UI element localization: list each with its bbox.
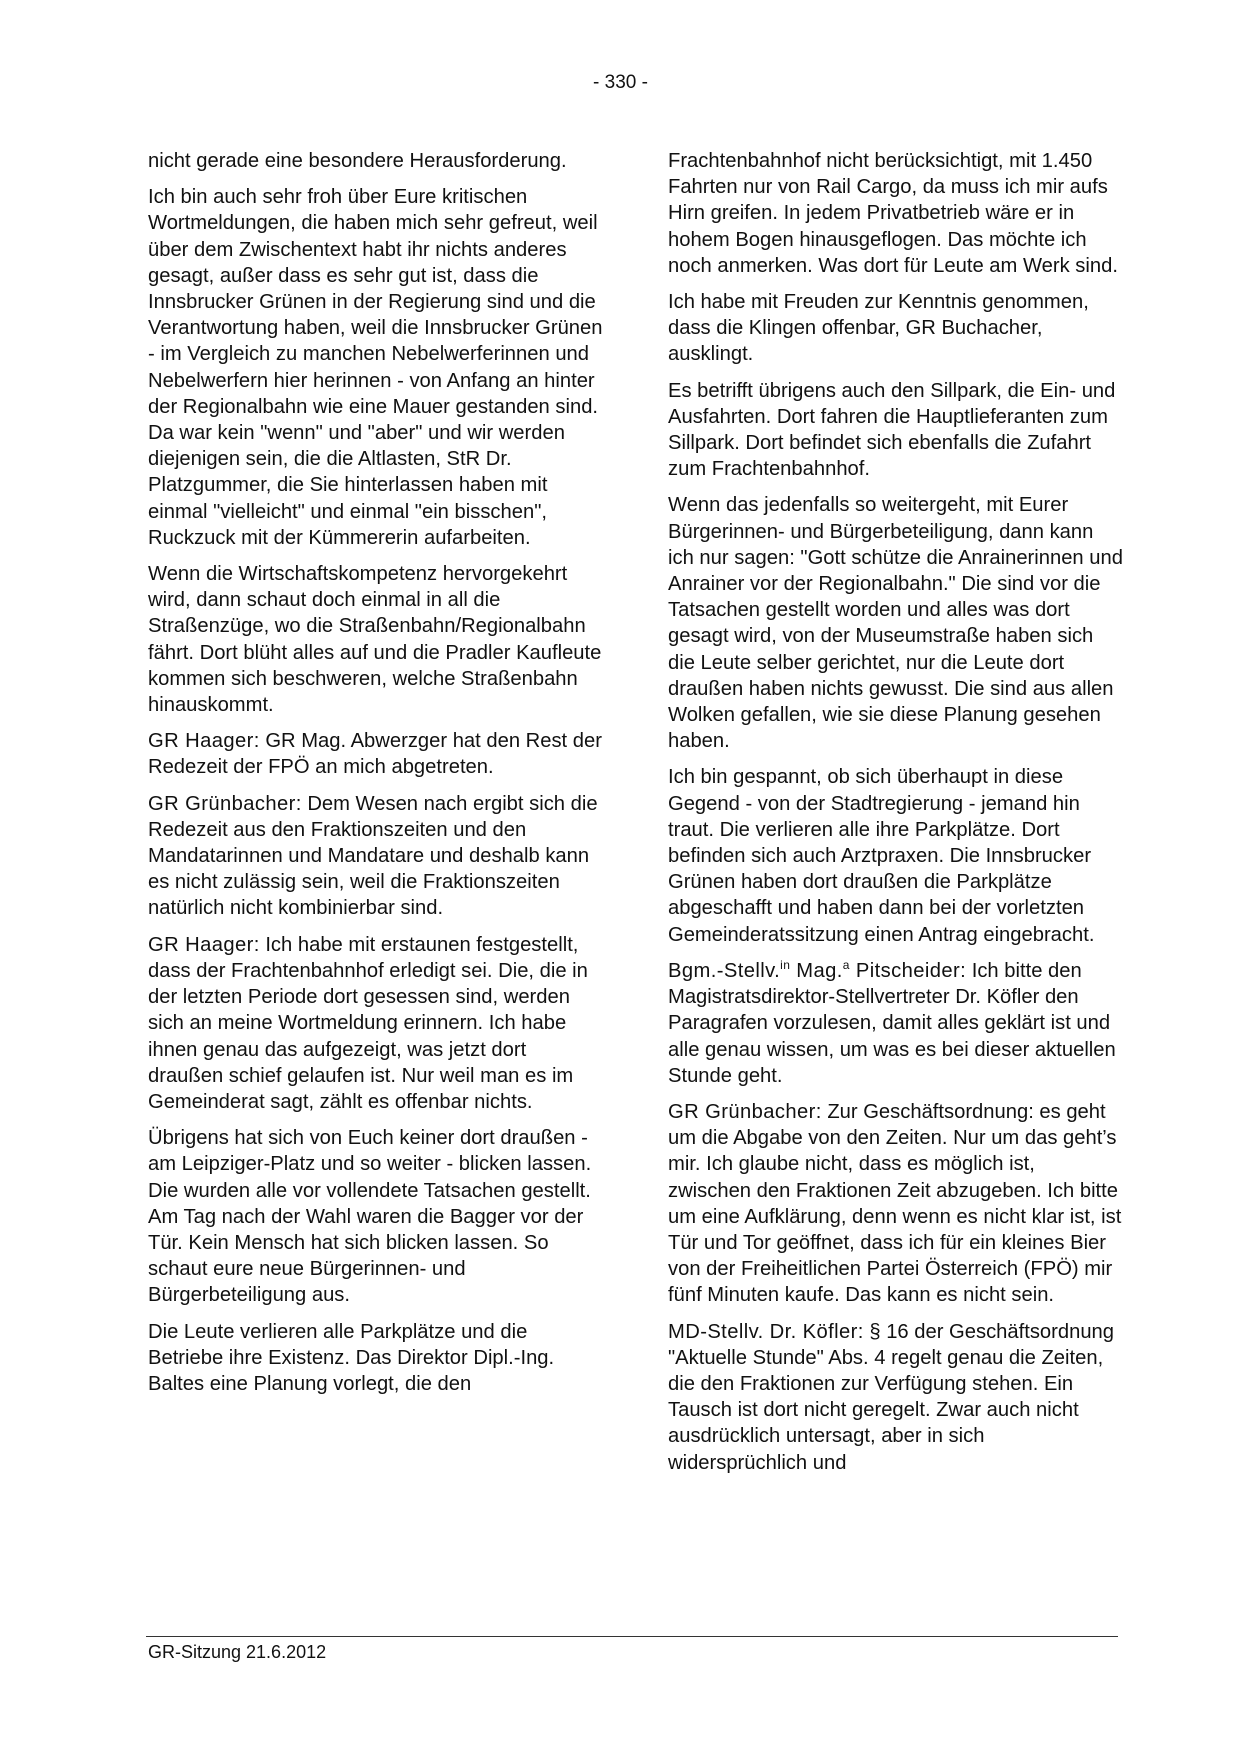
paragraph: Es betrifft übrigens auch den Sillpark, die Ein- und Ausfahrten. Dort fahren die Hauptlieferanten zum Sillpark. Dort befindet sich ebenfalls die Zufahrt zum Frachtenbahnhof. [668, 379, 1116, 481]
paragraph: Frachtenbahnhof nicht berücksichtigt, mit 1.450 Fahrten nur von Rail Cargo, da muss ich mir aufs Hirn greifen. In jedem Privatbetrieb wäre er in hohem Bogen hinausgeflogen. Das möchte ich noch anmerken. Was dort für Leute am Werk sind. [668, 150, 1118, 277]
paragraph: Wenn das jedenfalls so weitergeht, mit Eurer Bürgerinnen- und Bürgerbeteiligung, dann kann ich nur sagen: "Gott schütze die Anrainerinnen und Anrainer vor der Regionalbahn." Die sind vor die Tatsachen gestellt worden und alles was dort gesagt wird, von der Museumstraße haben sich die Leute selber gerichtet, nur die Leute dort draußen haben nichts gewusst. Die sind aus allen Wolken gefallen, wie sie diese Planung gesehen haben. [668, 494, 1123, 753]
paragraph: Wenn die Wirtschaftskompetenz hervorgekehrt wird, dann schaut doch einmal in all die Straßenzüge, wo die Straßenbahn/Regionalbahn fährt. Dort blüht alles auf und die Pradler Kaufleute kommen sich beschweren, welche Straßenbahn hinauskommt. [148, 563, 602, 717]
page-number: - 330 - [593, 72, 648, 93]
footer-session-date: GR-Sitzung 21.6.2012 [148, 1642, 327, 1662]
speech-paragraph: GR Haager: Ich habe mit erstaunen festgestellt, dass der Frachtenbahnhof erledigt sei. Die, die in der letzten Periode dort gesessen sind, werden sich an meine Wortmeldung erinnern. Ich habe ihnen genau das aufgezeigt, was jetzt dort draußen schief gelaufen ist. Nur weil man es im Gemeinderat sagt, zählt es offenbar nichts. [148, 933, 588, 1113]
speech-paragraph: GR Grünbacher: Dem Wesen nach ergibt sich die Redezeit aus den Fraktionszeiten und den Mandatarinnen und Mandatare und deshalb kann es nicht zulässig sein, weil die Fraktionszeiten natürlich nicht kombinierbar sind. [148, 792, 598, 920]
paragraph: Ich habe mit Freuden zur Kenntnis genommen, dass die Klingen offenbar, GR Buchacher, ausklingt. [668, 291, 1089, 366]
paragraph: Die Leute verlieren alle Parkplätze und die Betriebe ihre Existenz. Das Direktor Dipl.-Ing. Baltes eine Planung vorlegt, die den [148, 1320, 555, 1395]
speech-paragraph: GR Grünbacher: Zur Geschäftsordnung: es geht um die Abgabe von den Zeiten. Nur um das geht’s mir. Ich glaube nicht, dass es möglich ist, zwischen den Fraktionen Zeit abzugeben. Ich bitte um eine Aufklärung, denn wenn es nicht klar ist, ist Tür und Tor geöffnet, dass ich für ein kleines Bier von der Freiheitlichen Partei Österreich (FPÖ) mir fünf Minuten kaufe. Das kann es nicht sein. [668, 1100, 1122, 1307]
paragraph: Übrigens hat sich von Euch keiner dort draußen - am Leipziger-Platz und so weiter - blicken lassen. Die wurden alle vor vollendete Tatsachen gestellt. Am Tag nach der Wahl waren die Bagger vor der Tür. Kein Mensch hat sich blicken lassen. So schaut eure neue Bürgerinnen- und Bürgerbeteiligung aus. [148, 1127, 592, 1307]
right-column [668, 148, 1123, 1486]
speaker-name: MD-Stellv. Dr. Köfler: [668, 1320, 864, 1343]
speech-paragraph: Bgm.-Stellv.$^{in}$ Mag.$^a$ Pitscheider: Ich bitte den Magistratsdirektor-Stellvertreter Dr. Köfler den Paragrafen vorzulesen, damit alles geklärt ist und alle genau wissen, um was es bei dieser aktuellen Stunde geht. [668, 957, 1116, 1087]
speaker-name: GR Grünbacher: [668, 1100, 822, 1123]
speech-paragraph: MD-Stellv. Dr. Köfler: § 16 der Geschäftsordnung "Aktuelle Stunde" Abs. 4 regelt genau die Zeiten, die den Fraktionen zur Verfügung stehen. Ein Tausch ist dort nicht geregelt. Zwar auch nicht ausdrücklich untersagt, aber in sich widersprüchlich und [668, 1320, 1115, 1474]
paragraph: Ich bin auch sehr froh über Eure kritischen Wortmeldungen, die haben mich sehr gefreut, weil über dem Zwischentext habt ihr nichts anderes gesagt, außer dass es sehr gut ist, dass die Innsbrucker Grünen in der Regierung sind und die Verantwortung haben, weil die Innsbrucker Grünen - im Vergleich zu manchen Nebelwerferinnen und Nebelwerfern hier herinnen - von Anfang an hinter der Regionalbahn wie eine Mauer gestanden sind. Da war kein "wenn" und "aber" und wir werden diejenigen sein, die die Altlasten, StR Dr. Platzgummer, die Sie hinterlassen haben mit einmal "vielleicht" und einmal "ein bisschen", Ruckzuck mit der Kümmererin aufarbeiten. [148, 186, 603, 549]
speaker-name: GR Grünbacher: [148, 792, 302, 815]
paragraph: Ich bin gespannt, ob sich überhaupt in diese Gegend - von der Stadtregierung - jemand hin traut. Die verlieren alle ihre Parkplätze. Dort befinden sich auch Arztpraxen. Die Innsbrucker Grünen haben dort draußen die Parkplätze abgeschafft und haben dann bei der vorletzten Gemeinderatssitzung einen Antrag eingebracht. [668, 766, 1095, 946]
speaker-name: Bgm.-Stellv.$^{in}$ Mag.$^a$ Pitscheider: [668, 957, 967, 982]
paragraph: nicht gerade eine besondere Herausforderung. [148, 150, 567, 172]
footer-divider [146, 1636, 1118, 1637]
speech-paragraph: GR Haager: GR Mag. Abwerzger hat den Rest der Redezeit der FPÖ an mich abgetreten. [148, 730, 602, 779]
speaker-name: GR Haager: [148, 730, 260, 753]
speaker-name: GR Haager: [148, 933, 260, 956]
left-column [148, 148, 603, 1407]
